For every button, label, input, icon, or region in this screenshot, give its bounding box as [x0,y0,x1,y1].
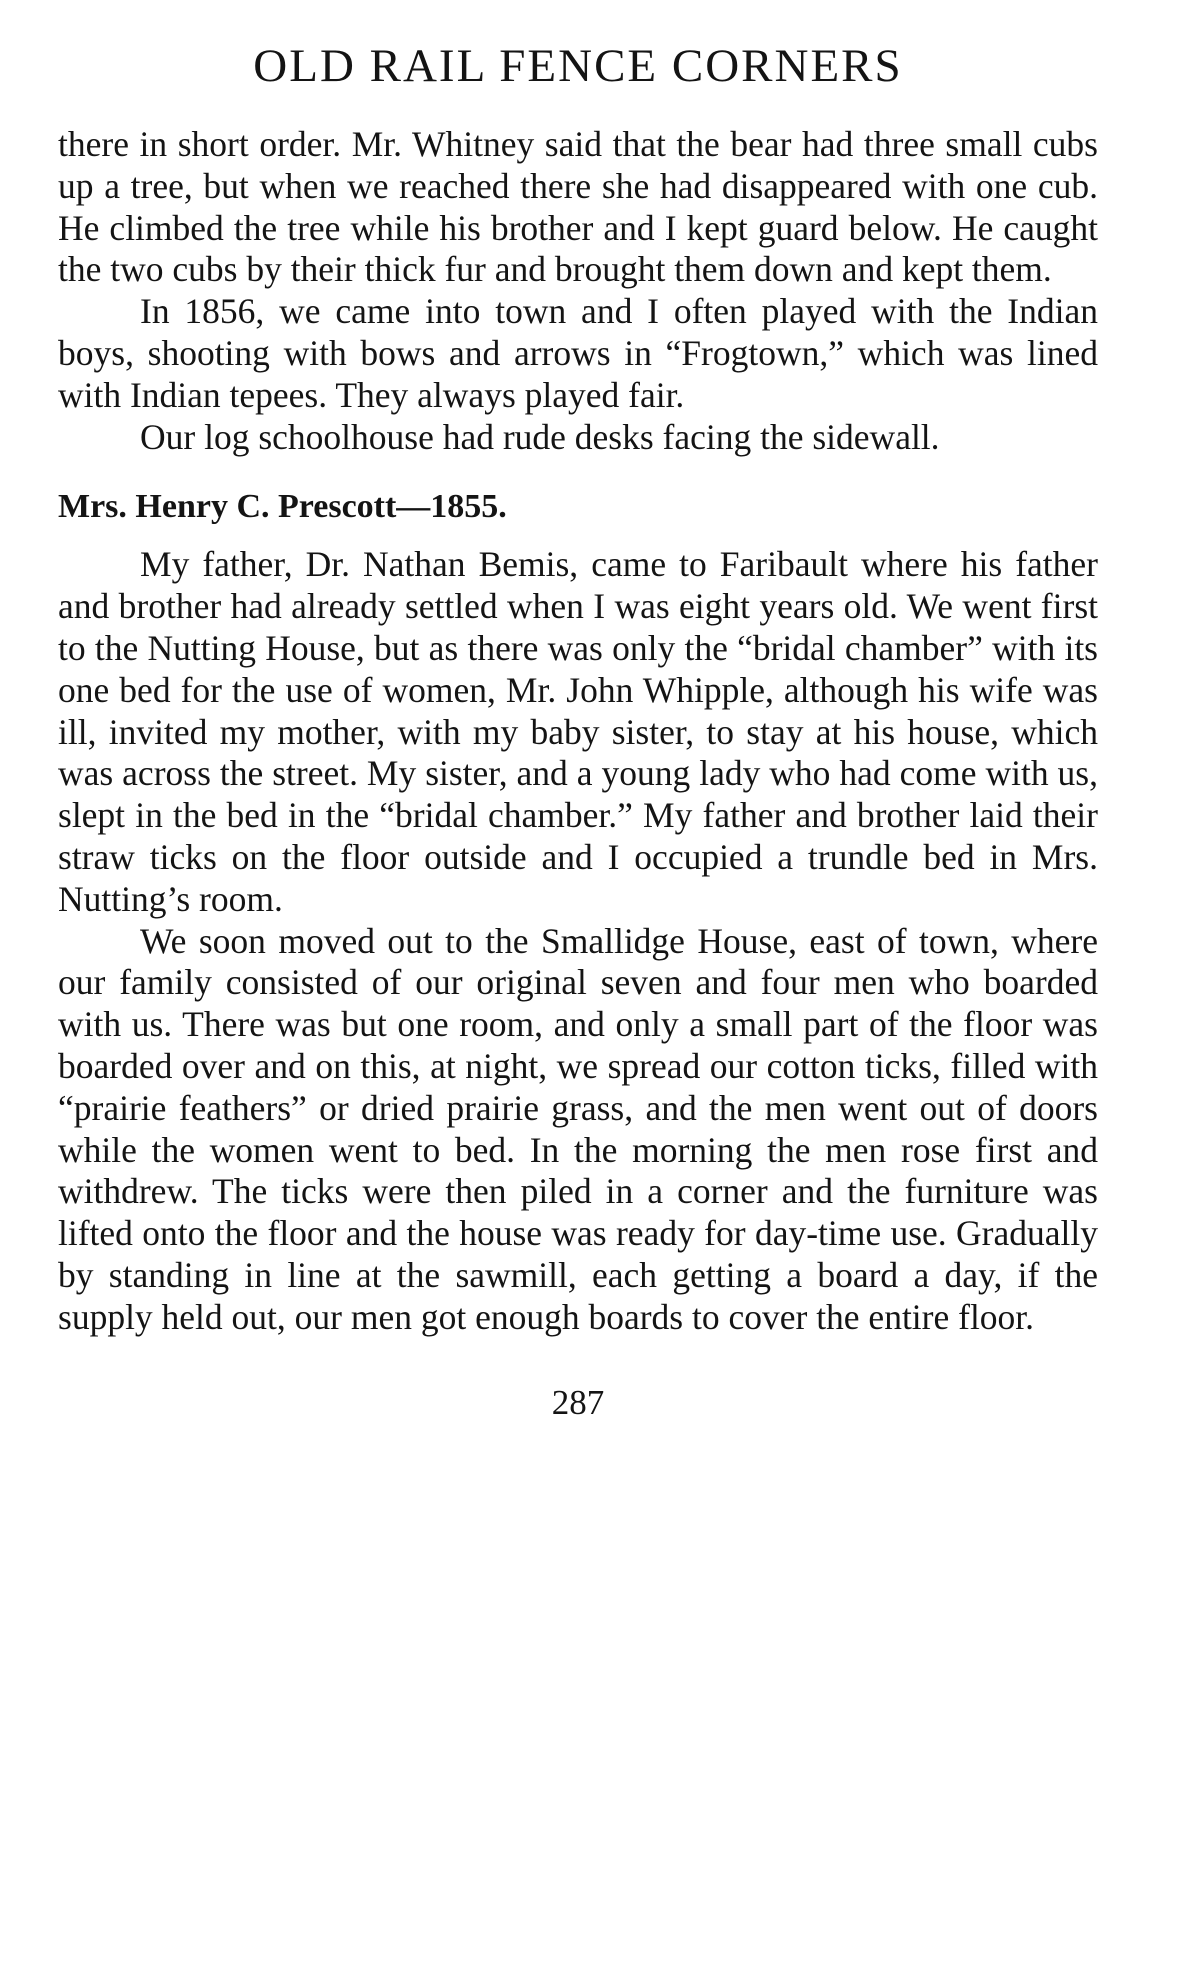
running-title: OLD RAIL FENCE CORNERS [253,40,903,92]
book-page [58,38,1098,1423]
paragraph-frogtown: In 1856, we came into town and I often played with the Indian boys, shooting with bows and arrows in “Frogtown,” which was lined with Indian tepees. They always played fair. [58,291,1098,415]
paragraph-arrival: My father, Dr. Nathan Bemis, came to Faribault where his father and brother had already settled when I was eight years old. We went first to the Nutting House, but as there was only the “bridal chamber” with its one bed for the use of women, Mr. John Whipple, although his wife was ill, invited my mother, with my baby sister, to stay at his house, which was across the street. My sister, and a young lady who had come with us, slept in the bed in the “bridal chamber.” My father and brother laid their straw ticks on the floor outside and I occupied a trundle bed in Mrs. Nutting’s room. [58,544,1098,919]
paragraph-smallidge-house: We soon moved out to the Smallidge House, east of town, where our family consisted of our original seven and four men who boarded with us. There was but one room, and only a small part of the floor was boarded over and on this, at night, we spread our cotton ticks, filled with “prairie feathers” or dried prairie grass, and the men went out of doors while the women went to bed. In the morning the men rose first and withdrew. The ticks were then piled in a corner and the furniture was lifted onto the floor and the house was ready for day-time use. Gradually by standing in line at the sawmill, each getting a board a day, if the supply held out, our men got enough boards to cover the entire floor. [58,920,1098,1337]
page-number: 287 [551,1382,605,1422]
paragraph-schoolhouse: Our log schoolhouse had rude desks facing the sidewall. [140,416,940,457]
section-heading: Mrs. Henry C. Prescott—1855. [58,488,507,526]
paragraph-continued: there in short order. Mr. Whitney said that the bear had three small cubs up a tree, but when we reached there she had disappeared with one cub. He climbed the tree while his brother and I kept guard below. He caught the two cubs by their thick fur and brought them down and kept them. [58,124,1098,290]
